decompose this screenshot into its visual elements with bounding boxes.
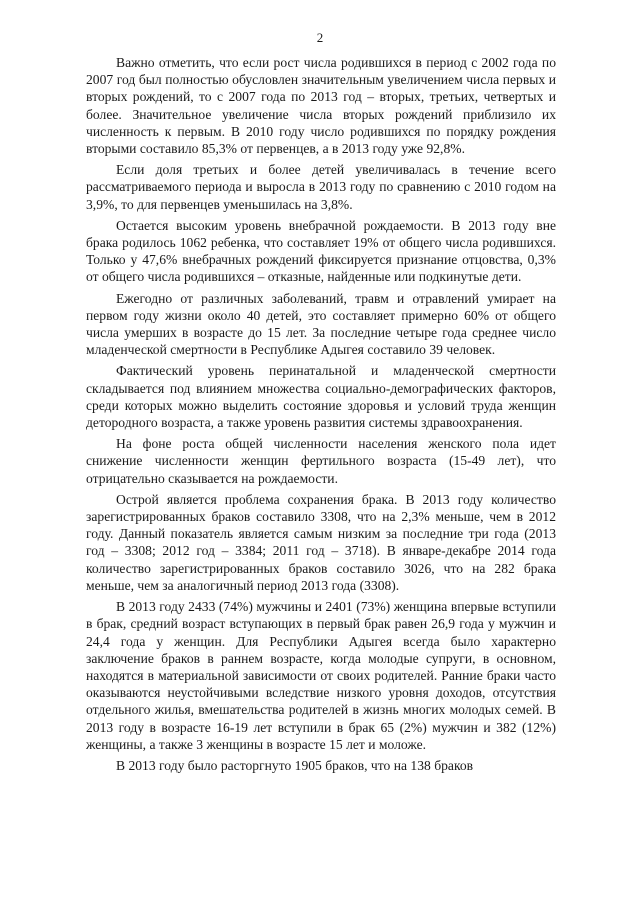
page-number: 2 — [316, 30, 324, 45]
paragraph-birth-order: Важно отметить, что если рост числа родившихся в период с 2002 года по 2007 год был полностью обусловлен значительным увеличением числа первых и вторых рождений, то с 2007 года по 2013 год – вторых, третьих, четвертых и более. Значительное увеличение числа вторых рождений приблизило их численность к первым. В 2010 году число родившихся по порядку рождения вторыми составило 85,3% от первенцев, а в 2013 году уже 92,8%. — [86, 55, 556, 157]
paragraph-extramarital-births: Остается высоким уровень внебрачной рождаемости. В 2013 году вне брака родилось 1062 ребенка, что составляет 19% от общего числа родившихся. Только у 47,6% внебрачных рождений фиксируется признание отцовства, 0,3% от общего числа родившихся – отказные, найденные или подкинутые дети. — [86, 217, 556, 285]
paragraph-divorces: В 2013 году было расторгнуто 1905 браков, что на 138 браков — [116, 757, 474, 773]
paragraph-infant-mortality: Ежегодно от различных заболеваний, травм и отравлений умирает на первом году жизни около 40 детей, это составляет примерно 60% от общего числа умерших в возрасте до 15 лет. За последние четыре года среднее число младенческой смертности в Республике Адыгея составило 39 человек. — [86, 290, 556, 358]
paragraph-first-marriage-age: В 2013 году 2433 (74%) мужчины и 2401 (73%) женщина впервые вступили в брак, средний возраст вступающих в первый брак равен 26,9 года у мужчин и 24,4 года у женщин. Для Республики Адыгея всегда было характерно заключение браков в раннем возрасте, когда молодые супруги, в основном, находятся в материальной зависимости от своих родителей. Ранние браки часто оказываются неустойчивыми вследствие низкого уровня доходов, отсутствия отдельного жилья, вмешательства родителей в жизнь многих молодых семей. В 2013 году в возрасте 16-19 лет вступили в брак 65 (2%) мужчин и 382 (12%) женщины, а также 3 женщины в возрасте 15 лет и моложе. — [86, 599, 556, 752]
paragraph-fertile-women: На фоне роста общей численности населения женского пола идет снижение численности женщин фертильного возраста (15-49 лет), что отрицательно сказывается на рождаемости. — [86, 436, 556, 486]
document-body — [86, 54, 556, 774]
paragraph-third-children-share: Если доля третьих и более детей увеличивалась в течение всего рассматриваемого периода и выросла в 2013 году по сравнению с 2010 годом на 3,9%, то для первенцев уменьшилась на 3,8%. — [86, 162, 556, 212]
paragraph-marriages: Острой является проблема сохранения брака. В 2013 году количество зарегистрированных браков составило 3308, что на 2,3% меньше, чем в 2012 году. Данный показатель является самым низким за последние три года (2013 год – 3308; 2012 год – 3384; 2011 год – 3718). В январе-декабре 2014 года количество зарегистрированных браков составило 3026, что на 282 брака меньше, чем за аналогичный период 2013 года (3308). — [86, 491, 556, 593]
paragraph-perinatal-factors: Фактический уровень перинатальной и младенческой смертности складывается под влиянием множества социально-демографических факторов, среди которых можно выделить состояние здоровья и условий труда женщин детородного возраста, а также уровень развития системы здравоохранения. — [86, 363, 556, 431]
